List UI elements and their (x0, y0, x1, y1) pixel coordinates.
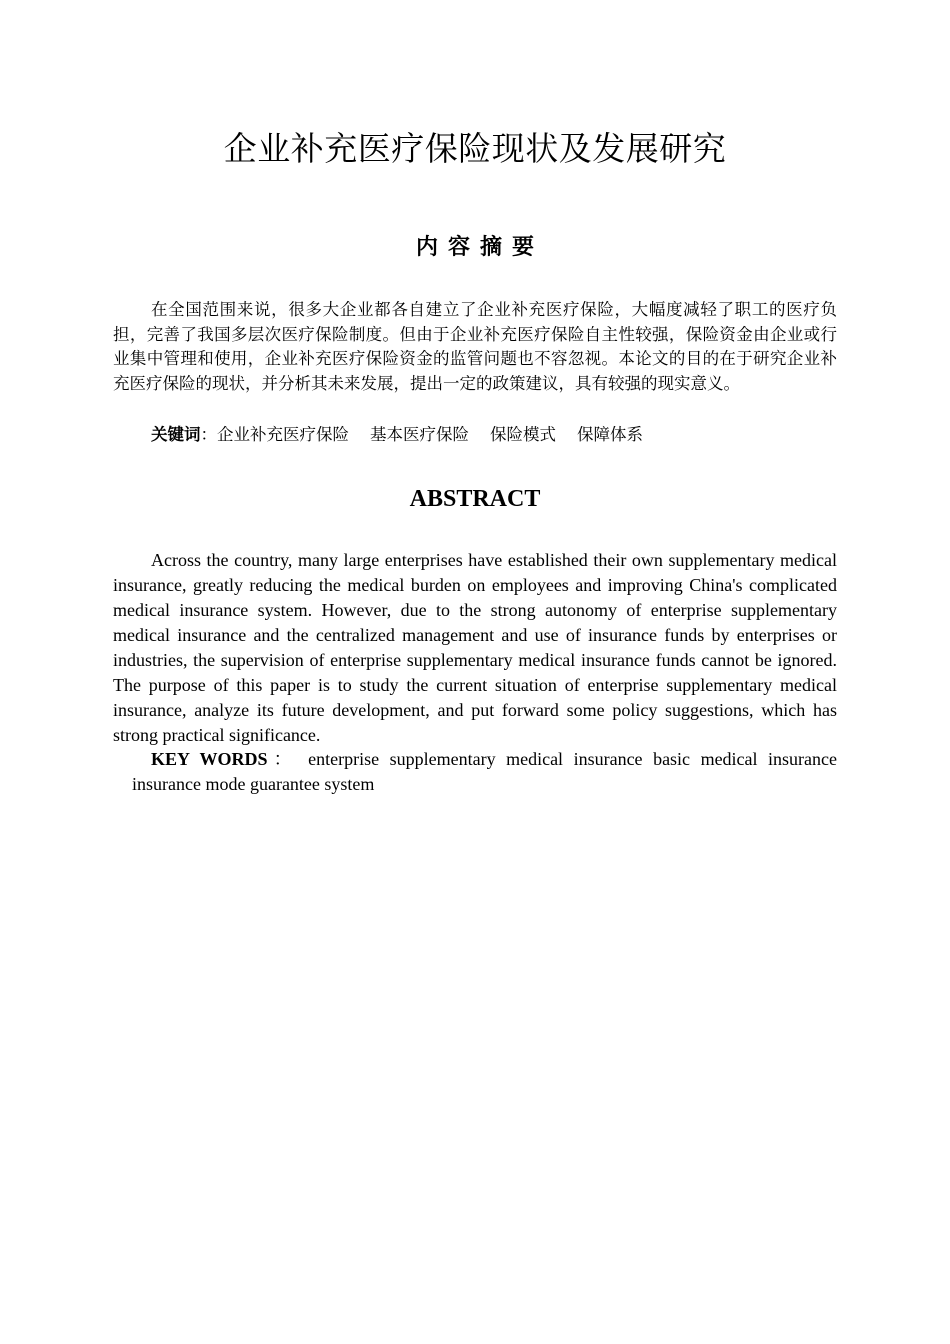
abstract-heading-en: ABSTRACT (409, 486, 541, 512)
paper-title: 企业补充医疗保险现状及发展研究 (223, 129, 727, 168)
keywords-line-cn (151, 423, 841, 448)
keywords-separator-en: ： (267, 749, 298, 769)
abstract-paragraph-en: Across the country, many large enterprises have established their own supplementary medical insurance, greatly reducing the medical burden on employees and improving China's complicated medical insurance system. However, due to the strong autonomy of enterprise supplementary medical insurance and the centralized management and use of insurance funds by enterprises or industries, the supervision of enterprise supplementary medical insurance funds cannot be ignored. The purpose of this paper is to study the current situation of enterprise supplementary medical insurance, analyze its future development, and put forward some policy suggestions, which has strong practical significance. (113, 550, 837, 745)
summary-heading-cn: 内容摘要 (415, 235, 544, 260)
keywords-text-cn: 企业补充医疗保险 基本医疗保险 保险模式 保障体系 (217, 425, 643, 444)
keywords-text-en: enterprise supplementary medical insurance basic medical insurance insurance mode guarantee system (132, 749, 838, 794)
keywords-separator-cn: ： (200, 425, 217, 444)
summary-paragraph-cn: 在全国范围来说，很多大企业都各自建立了企业补充医疗保险，大幅度减轻了职工的医疗负担，完善了我国多层次医疗保险制度。但由于企业补充医疗保险自主性较强，保险资金由企业或行业集中管理和使用，企业补充医疗保险资金的监管问题也不容忽视。本论文的目的在于研究企业补充医疗保险的现状，并分析其未来发展，提出一定的政策建议，具有较强的现实意义。 (113, 300, 837, 393)
keywords-line-en (132, 747, 837, 797)
keywords-label-en: KEY WORDS (151, 749, 268, 769)
keywords-label-cn: 关键词 (151, 425, 201, 444)
